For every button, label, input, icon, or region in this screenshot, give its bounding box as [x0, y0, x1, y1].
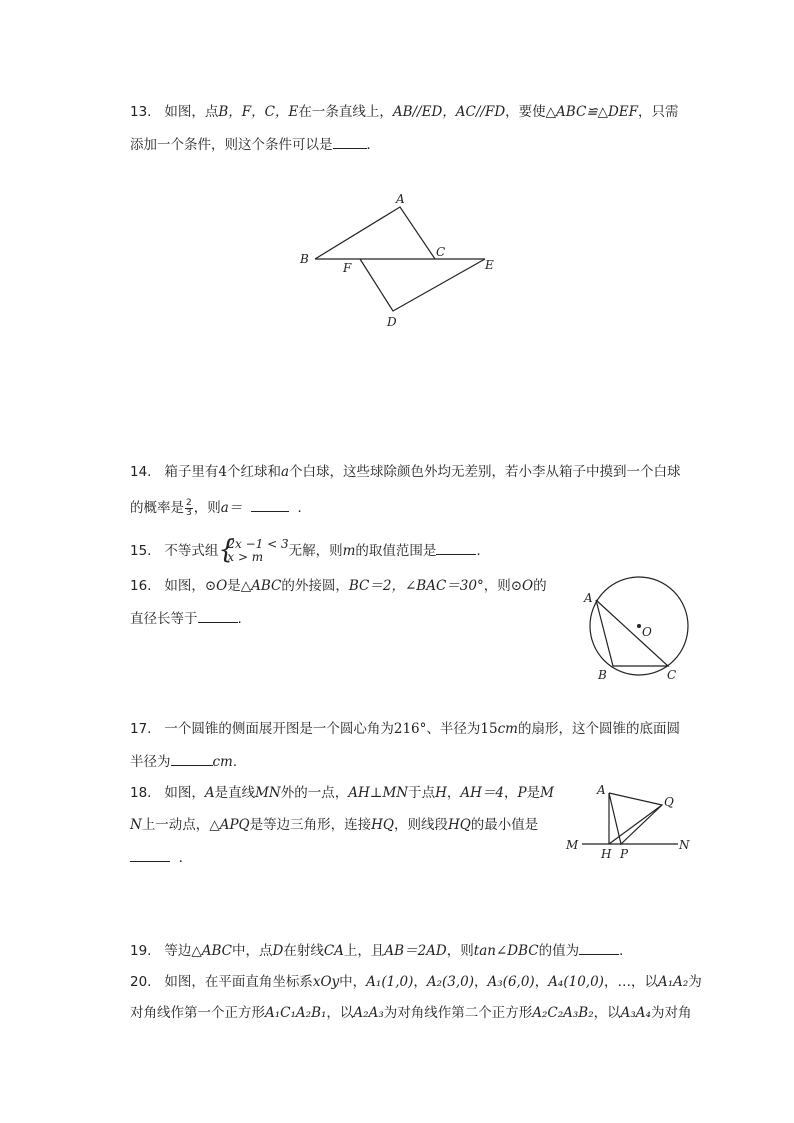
q17-line1: 17. 一个圆锥的侧面展开图是一个圆心角为216°、半径为15cm的扇形，这个圆锥的底面圆: [130, 721, 680, 737]
q18-label-P: P: [620, 847, 629, 861]
q16-label-B: B: [598, 668, 607, 682]
q16-line2: 直径长等于 .: [130, 608, 242, 629]
q19-line1: 19. 等边△ABC中，点D在射线CA上，且AB＝2AD，则tan∠DBC的值为 ．: [130, 940, 633, 961]
q13-label-D: D: [387, 315, 397, 329]
q20-number: 20.: [130, 974, 152, 990]
q13-label-B: B: [300, 252, 309, 266]
answer-blank[interactable]: [251, 497, 289, 512]
q13-label-A: A: [396, 192, 405, 206]
q18-label-M: M: [566, 838, 579, 852]
q18-figure: [560, 778, 700, 864]
q18-number: 18.: [130, 785, 152, 801]
q15-number: 15.: [130, 543, 152, 559]
q13-label-F: F: [343, 261, 352, 275]
answer-blank[interactable]: [130, 847, 170, 862]
q16-number: 16.: [130, 578, 152, 594]
q18-line3: ．: [130, 847, 192, 868]
q13-line2: 添加一个条件，则这个条件可以是 ．: [130, 134, 380, 155]
q14-number: 14.: [130, 464, 152, 480]
q14-line1: 14. 箱子里有4个红球和a个白球，这些球除颜色外均无差别，若小李从箱子中摸到一个白球: [130, 464, 681, 480]
center-point: [637, 624, 641, 628]
inequality-system: { 2x −1 < 3 x > m: [218, 535, 289, 565]
q18-line1: 18. 如图，A是直线MN外的一点，AH⊥MN于点H，AH＝4，P是M: [130, 785, 554, 801]
q16-label-O: O: [642, 625, 652, 639]
q13-label-C: C: [436, 245, 446, 259]
q18-label-N: N: [679, 838, 690, 852]
q20-line2: 对角线作第一个正方形A₁C₁A₂B₁，以A₂A₃为对角线作第二个正方形A₂C₂A₃B₂，以A₃A₄为对角: [130, 1005, 692, 1021]
q18-label-Q: Q: [664, 795, 674, 809]
answer-blank[interactable]: [171, 751, 213, 766]
q13-number: 13.: [130, 104, 152, 120]
q16-line1: 16. 如图，⊙O是△ABC的外接圆，BC＝2，∠BAC＝30°，则⊙O的: [130, 578, 547, 594]
q16-label-C: C: [667, 668, 677, 682]
answer-blank[interactable]: [579, 940, 619, 955]
q13-line1: 13. 如图，点B，F，C，E在一条直线上，AB//ED，AC//FD，要使△ABC≌△DEF，只需: [130, 104, 679, 120]
answer-blank[interactable]: [333, 134, 367, 149]
q15-line1: 15. 不等式组 { 2x −1 < 3 x > m 无解，则m的取值范围是 .: [130, 535, 481, 565]
q17-number: 17.: [130, 721, 152, 737]
q16-figure: [578, 572, 698, 684]
q18-label-H: H: [601, 847, 612, 861]
answer-blank[interactable]: [198, 608, 238, 623]
q17-line2: 半径为 cm.: [130, 751, 237, 772]
q20-line1: 20. 如图，在平面直角坐标系xOy中，A₁(1,0)，A₂(3,0)，A₃(6,0)，A₄(10,0)，…，以A₁A₂为: [130, 974, 702, 990]
q19-number: 19.: [130, 943, 152, 959]
q18-label-A: A: [597, 783, 606, 797]
fraction: $\frac{2}{3}$: [186, 497, 192, 518]
answer-blank[interactable]: [436, 540, 476, 555]
q13-label-E: E: [485, 258, 494, 272]
q13-figure: [290, 190, 510, 330]
q14-line2: 的概率是 $\frac{2}{3}$ ，则a＝ ．: [130, 497, 311, 518]
q16-label-A: A: [584, 591, 593, 605]
q18-line2: N上一动点，△APQ是等边三角形，连接HQ，则线段HQ的最小值是: [130, 817, 539, 833]
